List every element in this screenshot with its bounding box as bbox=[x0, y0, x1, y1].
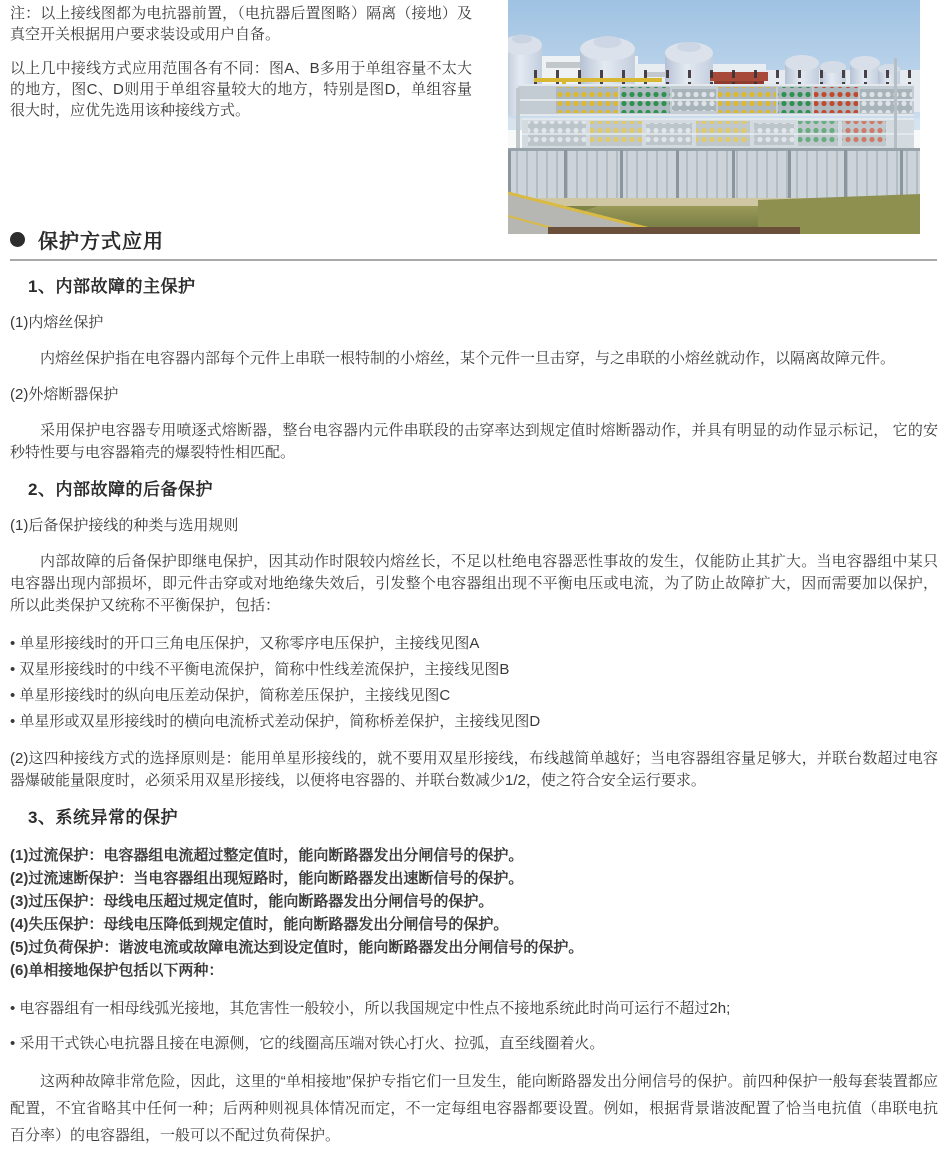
bullet-bridge-differential: • 单星形或双星形接线时的横向电流桥式差动保护，简称桥差保护，主接线见图D bbox=[10, 713, 541, 730]
system-protection-bold-list bbox=[10, 844, 938, 982]
heading-internal-fault-main-protection: 1、内部故障的主保护 bbox=[28, 277, 196, 296]
section-title: 保护方式应用 bbox=[38, 230, 164, 253]
wiring-note-block bbox=[10, 3, 472, 134]
note-paragraph-2: 以上几中接线方式应用范围各有不同：图A、B多用于单组容量不太大的地方，图C、D则用于单组容量较大的地方，特别是图D，单组容量很大时，应优先选用该种接线方式。 bbox=[10, 60, 472, 119]
ground-fault-bullet-list bbox=[10, 998, 938, 1055]
bold-item-overload: (5)过负荷保护：谐波电流或故障电流达到设定值时，能向断路器发出分闸信号的保护。 bbox=[10, 939, 584, 956]
bullet-longitudinal-voltage-differential: • 单星形接线时的纵向电压差动保护，简称差压保护，主接线见图C bbox=[10, 687, 451, 704]
label-internal-fuse-protection: (1)内熔丝保护 bbox=[10, 314, 104, 331]
label-external-fuse-protection: (2)外熔断器保护 bbox=[10, 386, 119, 403]
backup-wiring-bullet-list bbox=[10, 633, 938, 733]
bold-item-undervoltage: (4)失压保护：母线电压降低到规定值时，能向断路器发出分闸信号的保护。 bbox=[10, 916, 509, 933]
bold-item-single-phase-ground: (6)单相接地保护包括以下两种： bbox=[10, 962, 224, 979]
bold-item-overvoltage: (3)过压保护：母线电压超过规定值时，能向断路器发出分闸信号的保护。 bbox=[10, 893, 494, 910]
bullet-neutral-unbalance-current: • 双星形接线时的中线不平衡电流保护，简称中性线差流保护，主接线见图B bbox=[10, 661, 510, 678]
paragraph-backup-protection: 内部故障的后备保护即继电保护，因其动作时限较内熔丝长，不足以杜绝电容器恶性事故的发生，仅能防止其扩大。当电容器组中某只电容器出现内部损坏，即元件击穿或对地绝缘失效后，引发整个电容器组出现不平衡电压或电流，为了防止故障扩大，因而需要加以保护，所以此类保护又统称不平衡保护，包括： bbox=[10, 553, 938, 614]
section-bullet-icon bbox=[10, 232, 25, 247]
bullet-busbar-arc-grounding: • 电容器组有一相母线弧光接地，其危害性一般较小，所以我国规定中性点不接地系统此时尚可运行不超过2h; bbox=[10, 1000, 731, 1017]
bullet-dry-core-reactor: • 采用干式铁心电抗器且接在电源侧，它的线圈高压端对铁心打火、拉弧，直至线圈着火。 bbox=[10, 1035, 605, 1052]
paragraph-internal-fuse: 内熔丝保护指在电容器内部每个元件上串联一根特制的小熔丝，某个元件一旦击穿，与之串联的小熔丝就动作，以隔离故障元件。 bbox=[40, 350, 896, 367]
bold-item-overcurrent-quickbreak: (2)过流速断保护：当电容器组出现短路时，能向断路器发出速断信号的保护。 bbox=[10, 870, 524, 887]
note-paragraph-1: 注：以上接线图都为电抗器前置，（电抗器后置图略）隔离（接地）及真空开关根据用户要求装设或用户自备。 bbox=[10, 5, 472, 43]
paragraph-external-fuse: 采用保护电容器专用喷逐式熔断器，整台电容器内元件串联段的击穿率达到规定值时熔断器动作，并具有明显的动作显示标记， 它的安秒特性要与电容器箱壳的爆裂特性相匹配。 bbox=[10, 422, 938, 461]
top-area bbox=[0, 0, 950, 228]
bold-item-overcurrent: (1)过流保护：电容器组电流超过整定值时，能向断路器发出分闸信号的保护。 bbox=[10, 847, 524, 864]
label-backup-wiring-types: (1)后备保护接线的种类与选用规则 bbox=[10, 517, 239, 534]
substation-photo bbox=[508, 0, 920, 234]
bullet-open-delta-voltage: • 单星形接线时的开口三角电压保护，又称零序电压保护，主接线见图A bbox=[10, 635, 480, 652]
heading-internal-fault-backup-protection: 2、内部故障的后备保护 bbox=[28, 480, 213, 499]
heading-system-abnormal-protection: 3、系统异常的保护 bbox=[28, 808, 178, 827]
paragraph-wiring-selection-rules: (2)这四种接线方式的选择原则是：能用单星形接线的，就不要用双星形接线，布线越简单越好；当电容器组容量足够大，并联台数超过电容器爆破能量限度时，必须采用双星形接线，以便将电容器的、并联台数减少1/2，使之符合安全运行要求。 bbox=[10, 750, 938, 789]
closing-paragraph: 这两种故障非常危险，因此，这里的“单相接地”保护专指它们一旦发生，能向断路器发出分闸信号的保护。前四种保护一般每套装置都应配置，不宜省略其中任何一种；后两种则视具体情况而定，不一定每组电容器都要设置。例如，根据背景谐波配置了恰当电抗值（串联电抗百分率）的电容器组，一般可以不配过负荷保护。 bbox=[10, 1073, 938, 1144]
substation-photo-illustration bbox=[508, 0, 920, 234]
section-divider bbox=[10, 259, 937, 261]
main-content bbox=[10, 276, 938, 1149]
